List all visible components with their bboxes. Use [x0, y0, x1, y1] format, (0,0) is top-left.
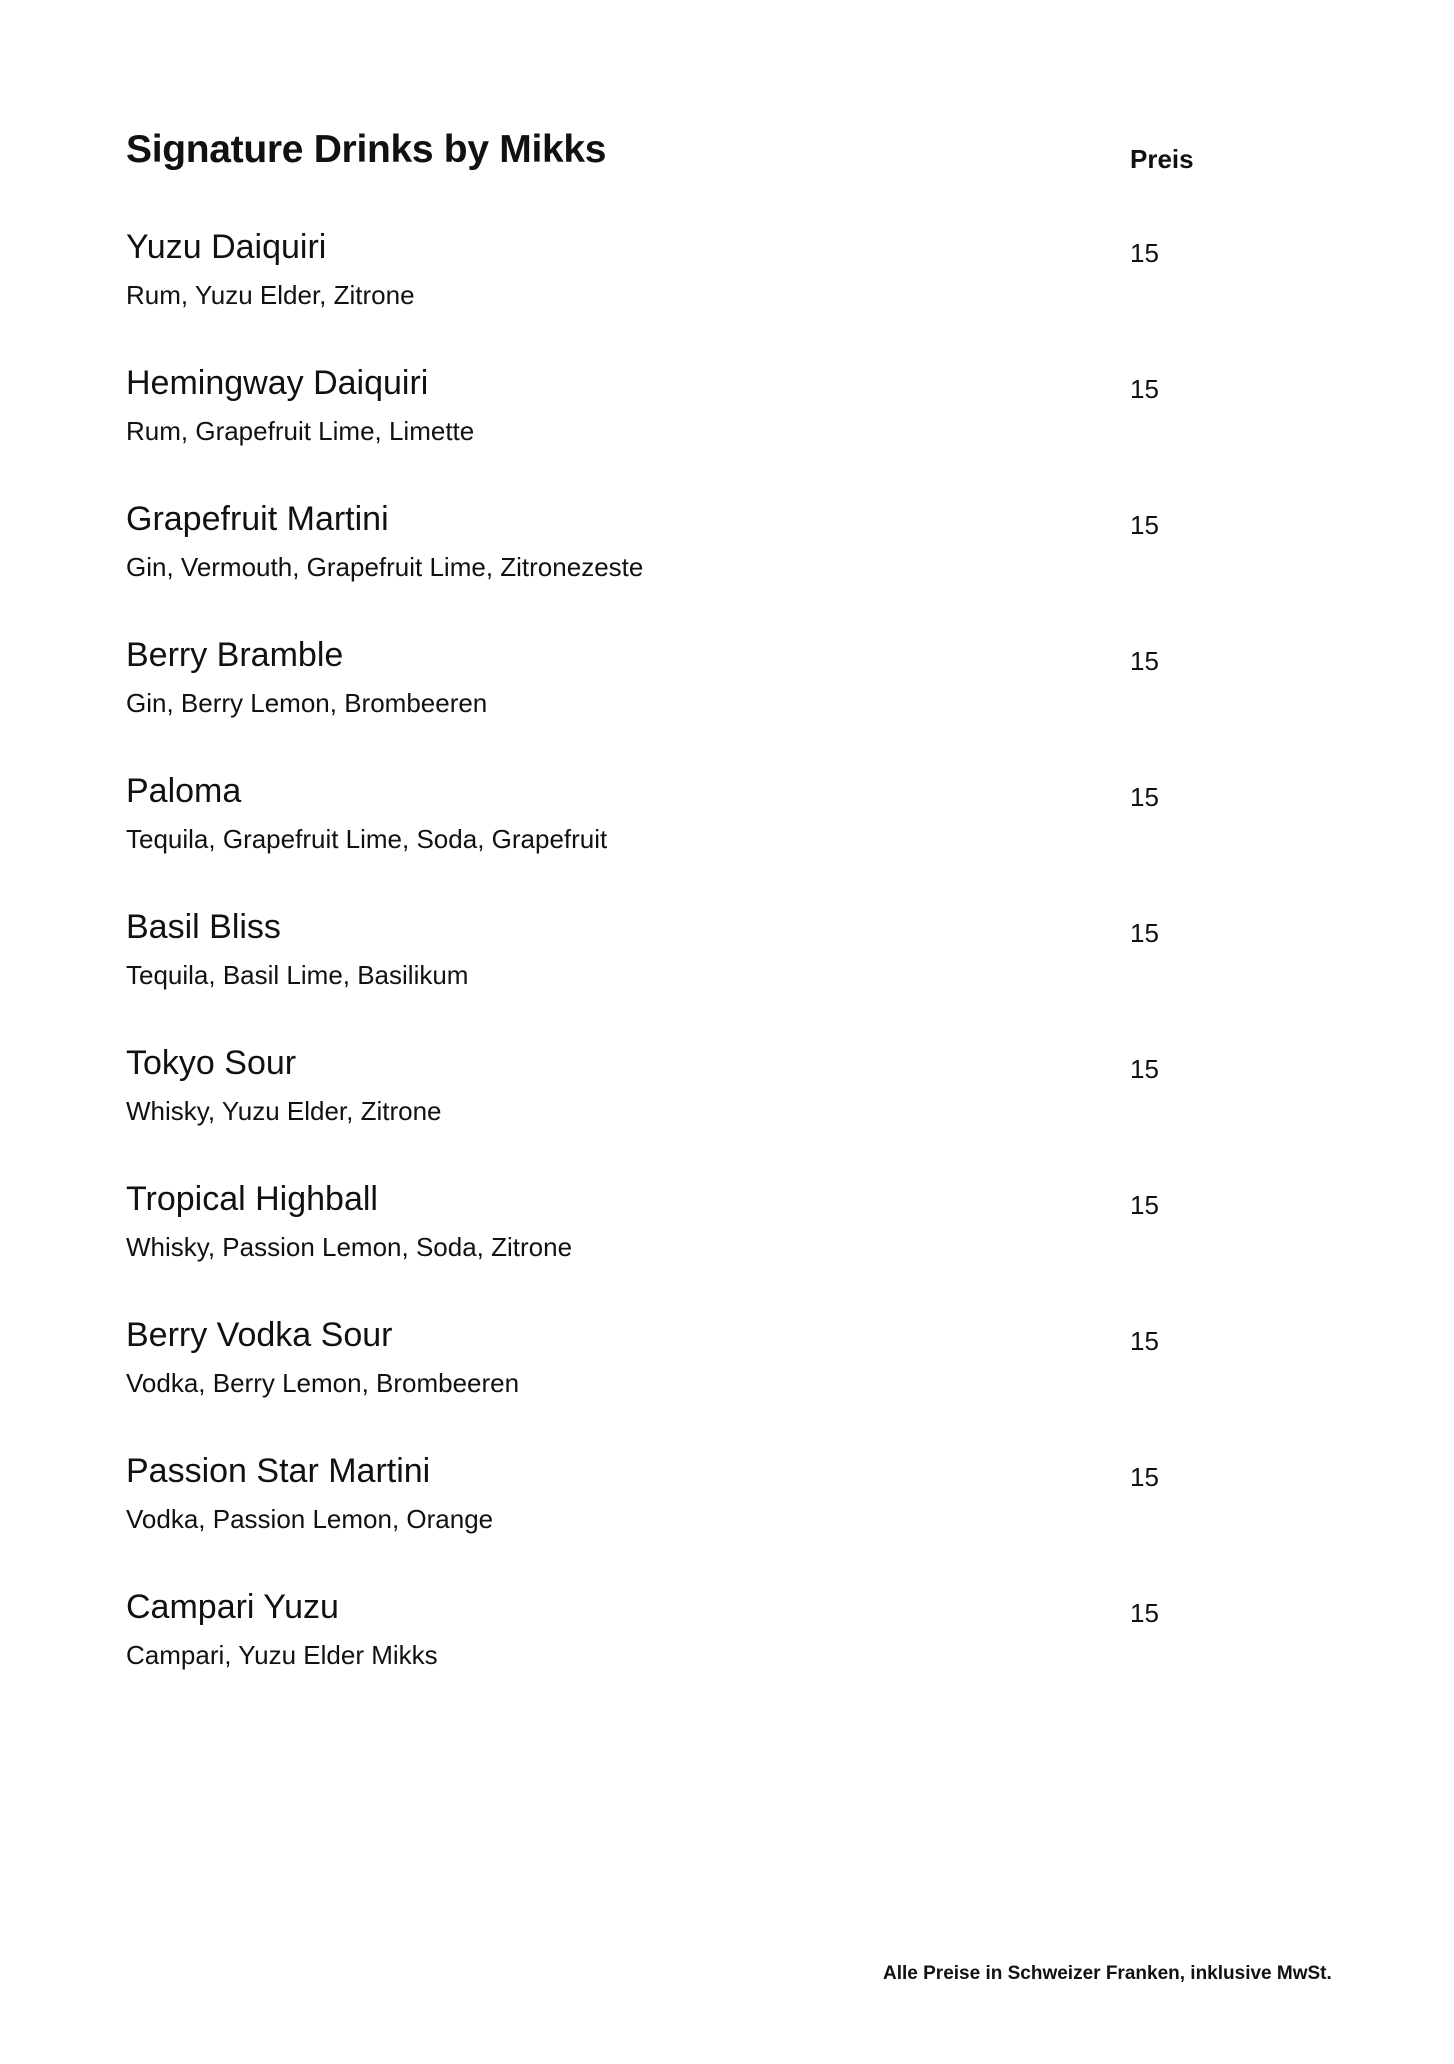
drink-name: Hemingway Daiquiri: [126, 364, 429, 402]
drink-description: Vodka, Berry Lemon, Brombeeren: [126, 1368, 520, 1398]
drink-price: 15: [1130, 782, 1159, 812]
drink-description: Campari, Yuzu Elder Mikks: [126, 1640, 438, 1670]
drink-name: Paloma: [126, 772, 242, 810]
drink-description: Whisky, Yuzu Elder, Zitrone: [126, 1096, 442, 1126]
drink-price: 15: [1130, 1462, 1159, 1492]
drink-description: Gin, Vermouth, Grapefruit Lime, Zitronezeste: [126, 552, 644, 582]
list-item: [126, 228, 1226, 364]
page-title: Signature Drinks by Mikks: [126, 128, 607, 171]
drink-name: Grapefruit Martini: [126, 500, 389, 538]
list-item: [126, 500, 1226, 636]
list-item: [126, 908, 1226, 1044]
drink-name: Tropical Highball: [126, 1180, 378, 1218]
drink-description: Gin, Berry Lemon, Brombeeren: [126, 688, 488, 718]
drink-name: Berry Vodka Sour: [126, 1316, 393, 1354]
drink-price: 15: [1130, 1054, 1159, 1084]
drink-description: Whisky, Passion Lemon, Soda, Zitrone: [126, 1232, 573, 1262]
list-item: [126, 1044, 1226, 1180]
price-column-header: Preis: [1130, 144, 1194, 174]
list-item: [126, 1588, 1226, 1724]
list-item: [126, 364, 1226, 500]
drink-name: Yuzu Daiquiri: [126, 228, 327, 266]
list-item: [126, 1316, 1226, 1452]
drink-price: 15: [1130, 1598, 1159, 1628]
drink-price: 15: [1130, 646, 1159, 676]
drink-price: 15: [1130, 918, 1159, 948]
drink-name: Basil Bliss: [126, 908, 281, 946]
menu-header: [126, 128, 1226, 188]
drink-name: Campari Yuzu: [126, 1588, 339, 1626]
list-item: [126, 772, 1226, 908]
drink-price: 15: [1130, 1326, 1159, 1356]
drink-description: Tequila, Basil Lime, Basilikum: [126, 960, 469, 990]
drink-description: Rum, Grapefruit Lime, Limette: [126, 416, 475, 446]
drink-price: 15: [1130, 374, 1159, 404]
price-footnote: Alle Preise in Schweizer Franken, inklusive MwSt.: [883, 1963, 1332, 1984]
drink-name: Passion Star Martini: [126, 1452, 431, 1490]
list-item: [126, 1180, 1226, 1316]
drink-price: 15: [1130, 1190, 1159, 1220]
drink-name: Berry Bramble: [126, 636, 344, 674]
drink-price: 15: [1130, 510, 1159, 540]
list-item: [126, 636, 1226, 772]
drink-description: Rum, Yuzu Elder, Zitrone: [126, 280, 415, 310]
drink-description: Vodka, Passion Lemon, Orange: [126, 1504, 494, 1534]
list-item: [126, 1452, 1226, 1588]
drink-name: Tokyo Sour: [126, 1044, 297, 1082]
drink-description: Tequila, Grapefruit Lime, Soda, Grapefruit: [126, 824, 608, 854]
drink-price: 15: [1130, 238, 1159, 268]
drink-list: [126, 228, 1226, 1724]
